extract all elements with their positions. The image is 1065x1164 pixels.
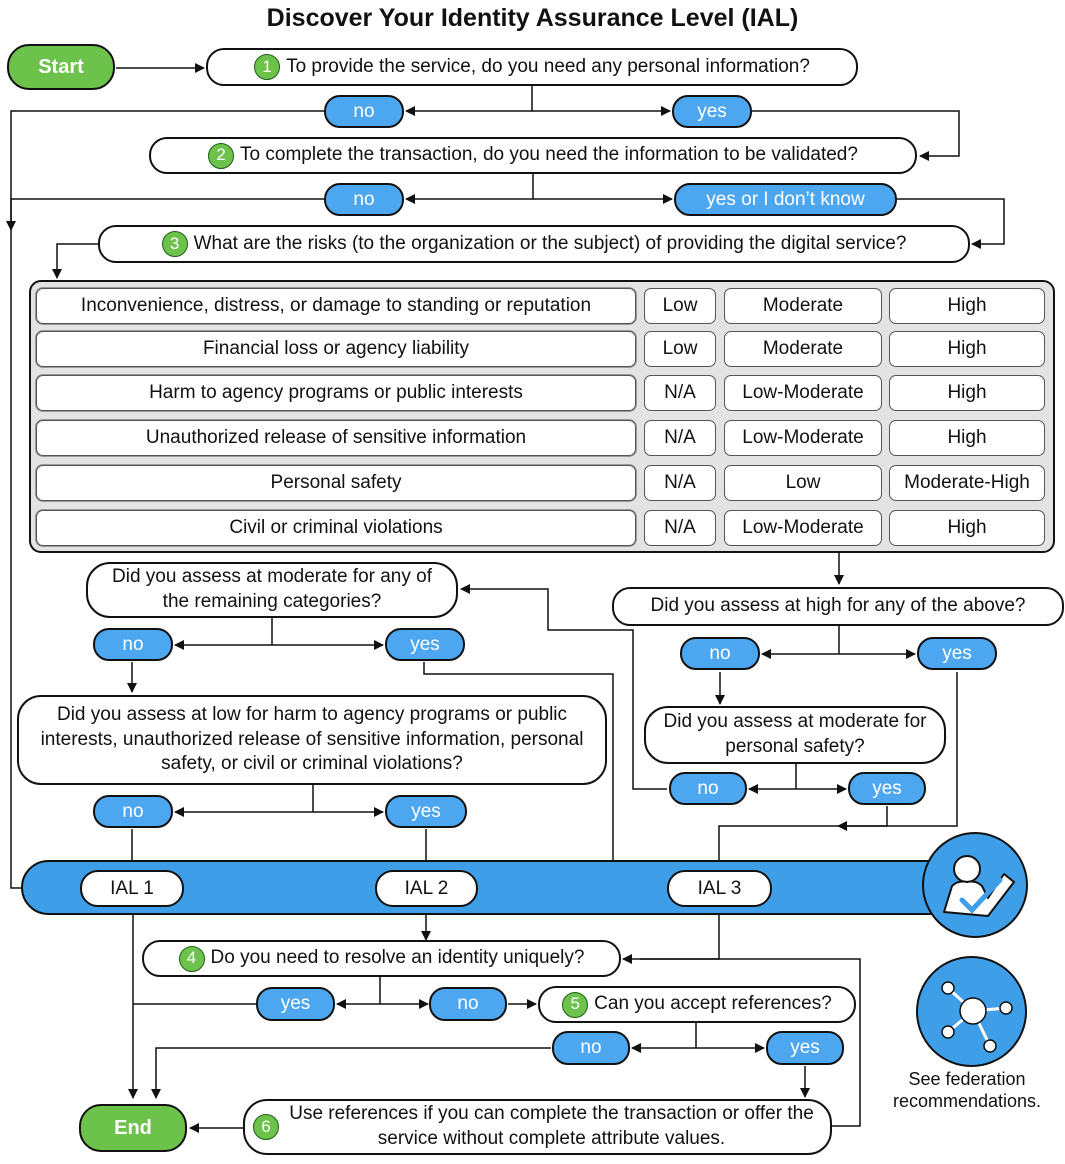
ial-3: IAL 3 bbox=[667, 870, 772, 907]
q5-yes-button[interactable]: yes bbox=[766, 1031, 844, 1065]
qlow-no-button[interactable]: no bbox=[93, 795, 173, 828]
question-2-text: To complete the transaction, do you need the information to be validated? bbox=[240, 144, 858, 166]
q4-no-button[interactable]: no bbox=[429, 987, 507, 1021]
risk-high: High bbox=[889, 288, 1045, 324]
risk-high: High bbox=[889, 510, 1045, 546]
risk-high: High bbox=[889, 331, 1045, 367]
qsafety-yes-button[interactable]: yes bbox=[848, 772, 926, 805]
question-4 bbox=[142, 940, 621, 977]
risk-low: Low bbox=[644, 288, 716, 324]
risk-moderate: Low-Moderate bbox=[724, 420, 882, 456]
risk-low: Low bbox=[644, 331, 716, 367]
question-1-text: To provide the service, do you need any personal information? bbox=[286, 55, 810, 77]
q2-no-button[interactable]: no bbox=[324, 183, 404, 216]
question-5-text: Can you accept references? bbox=[594, 993, 832, 1015]
federation-text: See federation recommendations. bbox=[892, 1069, 1042, 1111]
question-moderate-safety: Did you assess at moderate for personal safety? bbox=[644, 706, 946, 764]
page-title: Discover Your Identity Assurance Level (IAL) bbox=[266, 4, 799, 32]
q4-yes-button[interactable]: yes bbox=[256, 987, 335, 1021]
risk-moderate: Low bbox=[724, 465, 882, 501]
federation-badge bbox=[916, 956, 1027, 1067]
person-check-icon bbox=[924, 834, 1030, 940]
qlow-yes-button[interactable]: yes bbox=[385, 795, 467, 828]
risk-high: High bbox=[889, 420, 1045, 456]
risk-category: Financial loss or agency liability bbox=[36, 331, 636, 367]
qmod-no-button[interactable]: no bbox=[93, 628, 173, 661]
risk-category: Unauthorized release of sensitive information bbox=[36, 420, 636, 456]
risk-high: Moderate-High bbox=[889, 465, 1045, 501]
risk-low: N/A bbox=[644, 510, 716, 546]
question-4-text: Do you need to resolve an identity uniquely? bbox=[210, 947, 585, 969]
end-node: End bbox=[79, 1104, 187, 1152]
arrow-q3-to-table bbox=[57, 244, 98, 278]
arrow-q1-no bbox=[406, 86, 532, 111]
risk-moderate: Moderate bbox=[724, 288, 882, 324]
q2-yes-or-unknown-button[interactable]: yes or I don’t know bbox=[674, 183, 897, 216]
q5-no-button[interactable]: no bbox=[552, 1031, 630, 1065]
qhigh-no-button[interactable]: no bbox=[680, 637, 760, 670]
question-3-text: What are the risks (to the organization or the subject) of providing the digital service? bbox=[193, 232, 907, 254]
risk-category: Harm to agency programs or public interests bbox=[36, 375, 636, 411]
question-5 bbox=[538, 986, 856, 1023]
network-hub-icon bbox=[918, 958, 1029, 1069]
step-number-4: 4 bbox=[179, 946, 205, 972]
step-number-5: 5 bbox=[562, 992, 588, 1018]
question-6-text: Use references if you can complete the transaction or offer the service without complete attribute values. bbox=[289, 1103, 814, 1149]
qmod-yes-button[interactable]: yes bbox=[385, 628, 465, 661]
identity-badge bbox=[922, 832, 1028, 938]
risk-low: N/A bbox=[644, 465, 716, 501]
arrow-q2-no bbox=[406, 174, 533, 199]
question-6 bbox=[243, 1099, 832, 1155]
arrow-q5no-to-end bbox=[156, 1048, 551, 1098]
start-node: Start bbox=[7, 44, 115, 90]
risk-moderate: Moderate bbox=[724, 331, 882, 367]
step-number-1: 1 bbox=[254, 54, 280, 80]
risk-low: N/A bbox=[644, 375, 716, 411]
question-3 bbox=[98, 225, 970, 263]
question-2 bbox=[149, 137, 917, 174]
step-number-6: 6 bbox=[253, 1114, 279, 1140]
qsafety-no-button[interactable]: no bbox=[669, 772, 747, 805]
risk-category: Personal safety bbox=[36, 465, 636, 501]
risk-moderate: Low-Moderate bbox=[724, 510, 882, 546]
step-number-2: 2 bbox=[208, 143, 234, 169]
ial-1: IAL 1 bbox=[80, 870, 184, 907]
q1-yes-button[interactable]: yes bbox=[672, 95, 752, 128]
q1-no-button[interactable]: no bbox=[324, 95, 404, 128]
risk-high: High bbox=[889, 375, 1045, 411]
risk-category: Inconvenience, distress, or damage to standing or reputation bbox=[36, 288, 636, 324]
step-number-3: 3 bbox=[162, 231, 188, 257]
risk-category: Civil or criminal violations bbox=[36, 510, 636, 546]
qhigh-yes-button[interactable]: yes bbox=[917, 637, 997, 670]
question-moderate-remaining: Did you assess at moderate for any of the remaining categories? bbox=[86, 562, 458, 618]
question-high-any: Did you assess at high for any of the above? bbox=[612, 587, 1064, 626]
risk-low: N/A bbox=[644, 420, 716, 456]
ial-2: IAL 2 bbox=[375, 870, 478, 907]
question-low-harm: Did you assess at low for harm to agency programs or public interests, unauthorized release of sensitive information, personal safety, or civil or criminal violations? bbox=[17, 695, 607, 785]
risk-moderate: Low-Moderate bbox=[724, 375, 882, 411]
question-1 bbox=[206, 48, 858, 86]
